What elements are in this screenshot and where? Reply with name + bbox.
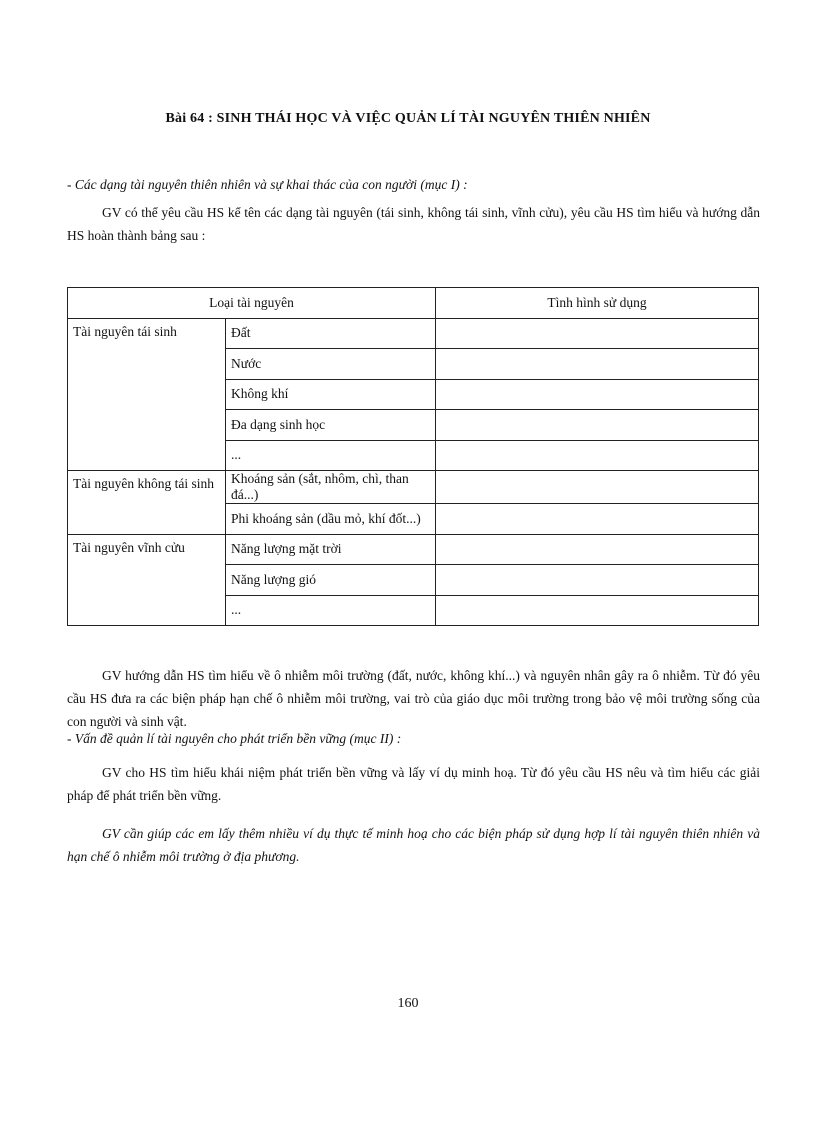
group-perpetual: Tài nguyên vĩnh cửu [68,534,226,626]
group-nonrenewable: Tài nguyên không tái sinh [68,471,226,535]
usage-cell [436,440,759,471]
resource-item: Không khí [226,379,436,410]
usage-cell [436,410,759,441]
resource-item: Khoáng sản (sắt, nhôm, chì, than đá...) [226,471,436,504]
page-number: 160 [397,996,419,1011]
resource-item: Năng lượng gió [226,565,436,596]
table-row [68,318,759,349]
resource-item: Đa dạng sinh học [226,410,436,441]
usage-cell [436,504,759,535]
usage-cell [436,349,759,380]
header-resource-type: Loại tài nguyên [68,288,436,319]
section2-note: GV cần giúp các em lấy thêm nhiều ví dụ thực tế minh hoạ cho các biện pháp sử dụng hợp lí tài nguyên thiên nhiên và hạn chế ô nhiễm môi trường ở địa phương. [67,826,760,864]
resource-item: Phi khoáng sản (dầu mỏ, khí đốt...) [226,504,436,535]
section2-heading: - Vấn đề quản lí tài nguyên cho phát triển bền vững (mục II) : [67,731,402,746]
usage-cell [436,534,759,565]
resource-table [67,287,759,626]
header-usage: Tình hình sử dụng [436,288,759,319]
resource-item: ... [226,595,436,626]
section1-text: GV có thể yêu cầu HS kể tên các dạng tài nguyên (tái sinh, không tái sinh, vĩnh cửu), yêu cầu HS tìm hiểu và hướng dẫn HS hoàn thành bảng sau : [67,205,760,243]
resource-item: Đất [226,318,436,349]
usage-cell [436,565,759,596]
section1-heading: - Các dạng tài nguyên thiên nhiên và sự khai thác của con người (mục I) : [67,177,468,192]
usage-cell [436,318,759,349]
usage-cell [436,471,759,504]
resource-item: ... [226,440,436,471]
resource-item: Năng lượng mặt trời [226,534,436,565]
table-row [68,534,759,565]
usage-cell [436,379,759,410]
pollution-paragraph: GV hướng dẫn HS tìm hiểu về ô nhiễm môi trường (đất, nước, không khí...) và nguyên nhân gây ra ô nhiễm. Từ đó yêu cầu HS đưa ra các biện pháp hạn chế ô nhiễm môi trường, vai trò của giáo dục môi trường trong bảo vệ môi trường sống của con người và sinh vật. [67,668,760,729]
group-renewable: Tài nguyên tái sinh [68,318,226,471]
usage-cell [436,595,759,626]
section2-text: GV cho HS tìm hiểu khái niệm phát triển bền vững và lấy ví dụ minh hoạ. Từ đó yêu cầu HS nêu và tìm hiểu các giải pháp để phát triển bền vững. [67,765,760,803]
table-header-row [68,288,759,319]
resource-item: Nước [226,349,436,380]
table-row [68,471,759,504]
page-title: Bài 64 : SINH THÁI HỌC VÀ VIỆC QUẢN LÍ TÀI NGUYÊN THIÊN NHIÊN [165,111,651,126]
